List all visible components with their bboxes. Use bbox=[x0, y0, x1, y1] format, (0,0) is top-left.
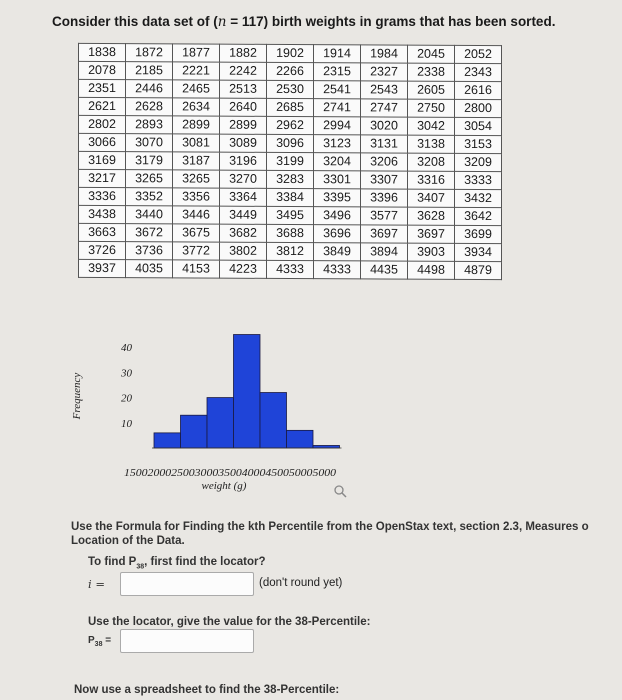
question-heading bbox=[52, 14, 555, 30]
percentile-question: Use the locator, give the value for the 38-Percentile: bbox=[88, 616, 371, 628]
table-cell: 2266 bbox=[267, 62, 314, 80]
table-cell: 1882 bbox=[220, 44, 267, 62]
table-row bbox=[79, 115, 502, 135]
table-cell: 3812 bbox=[267, 242, 314, 260]
histogram-bar bbox=[181, 415, 208, 448]
table-cell: 3042 bbox=[408, 117, 455, 135]
histogram-bar bbox=[234, 335, 261, 448]
table-cell: 3438 bbox=[79, 205, 126, 223]
table-cell: 3204 bbox=[314, 153, 361, 171]
table-row bbox=[79, 241, 502, 261]
table-cell: 1914 bbox=[314, 45, 361, 63]
table-cell: 3628 bbox=[408, 207, 455, 225]
table-cell: 3772 bbox=[173, 242, 220, 260]
table-row bbox=[79, 223, 502, 243]
table-cell: 3199 bbox=[267, 152, 314, 170]
table-cell: 2338 bbox=[408, 63, 455, 81]
x-tick-labels: 150020002500300035004000450050005000 bbox=[124, 468, 336, 479]
locator-variable: i = bbox=[88, 577, 105, 591]
histogram-bar bbox=[260, 393, 287, 448]
table-cell: 4879 bbox=[455, 261, 502, 279]
table-row bbox=[79, 61, 502, 81]
table-cell: 3020 bbox=[361, 117, 408, 135]
table-cell: 3903 bbox=[408, 243, 455, 261]
table-cell: 1877 bbox=[173, 44, 220, 62]
table-cell: 3937 bbox=[79, 259, 126, 277]
table-cell: 3301 bbox=[314, 171, 361, 189]
table-cell: 3934 bbox=[455, 243, 502, 261]
table-cell: 3217 bbox=[79, 169, 126, 187]
x-axis-label: weight (g) bbox=[201, 480, 247, 492]
table-cell: 3356 bbox=[173, 188, 220, 206]
heading-suffix: = 117) birth weights in grams that has been sorted. bbox=[226, 14, 556, 29]
table-cell: 3495 bbox=[267, 206, 314, 224]
table-cell: 2242 bbox=[220, 62, 267, 80]
table-cell: 3283 bbox=[267, 170, 314, 188]
table-cell: 2543 bbox=[361, 81, 408, 99]
table-cell: 3682 bbox=[220, 224, 267, 242]
table-row bbox=[79, 187, 502, 207]
table-cell: 2621 bbox=[79, 97, 126, 115]
table-cell: 3364 bbox=[220, 188, 267, 206]
table-cell: 2994 bbox=[314, 117, 361, 135]
table-cell: 3206 bbox=[361, 153, 408, 171]
spreadsheet-question: Now use a spreadsheet to find the 38-Percentile: bbox=[74, 684, 340, 696]
heading-n-symbol: n bbox=[217, 14, 227, 30]
table-cell: 3131 bbox=[361, 135, 408, 153]
table-cell: 2741 bbox=[314, 99, 361, 117]
table-cell: 1838 bbox=[79, 43, 126, 61]
table-cell: 2351 bbox=[79, 79, 126, 97]
table-cell: 3432 bbox=[455, 189, 502, 207]
percentile-var: P bbox=[88, 635, 95, 646]
table-cell: 2530 bbox=[267, 80, 314, 98]
table-cell: 2616 bbox=[455, 81, 502, 99]
table-cell: 3449 bbox=[220, 206, 267, 224]
table-cell: 3096 bbox=[267, 134, 314, 152]
table-cell: 3446 bbox=[173, 206, 220, 224]
table-cell: 3802 bbox=[220, 242, 267, 260]
table-cell: 3179 bbox=[126, 152, 173, 170]
table-cell: 3696 bbox=[314, 225, 361, 243]
percentile-var-sub: 38 bbox=[94, 641, 103, 648]
table-cell: 3054 bbox=[455, 117, 502, 135]
instructions-text: Use the Formula for Finding the kth Percentile from the OpenStax text, section 2.3, Measures o Location of the Data. bbox=[71, 521, 589, 547]
table-cell: 1984 bbox=[361, 45, 408, 63]
table-cell: 2343 bbox=[455, 63, 502, 81]
y-tick-label: 40 bbox=[121, 342, 132, 355]
locator-question bbox=[88, 556, 266, 570]
table-cell: 2513 bbox=[220, 80, 267, 98]
percentile-input[interactable] bbox=[120, 629, 254, 653]
table-cell: 3577 bbox=[361, 207, 408, 225]
table-cell: 4333 bbox=[314, 261, 361, 279]
histogram bbox=[66, 322, 366, 502]
table-cell: 4223 bbox=[220, 260, 267, 278]
table-cell: 3196 bbox=[220, 152, 267, 170]
table-cell: 3699 bbox=[455, 225, 502, 243]
table-cell: 4333 bbox=[267, 260, 314, 278]
table-cell: 3169 bbox=[79, 151, 126, 169]
table-cell: 3395 bbox=[314, 189, 361, 207]
table-cell: 3352 bbox=[126, 188, 173, 206]
table-cell: 3894 bbox=[361, 243, 408, 261]
table-cell: 2899 bbox=[173, 116, 220, 134]
table-cell: 2750 bbox=[408, 99, 455, 117]
table-cell: 3208 bbox=[408, 153, 455, 171]
birth-weight-table bbox=[78, 43, 502, 280]
table-cell: 3123 bbox=[314, 135, 361, 153]
table-cell: 3138 bbox=[408, 135, 455, 153]
histogram-bar bbox=[207, 398, 234, 448]
table-cell: 2185 bbox=[126, 62, 173, 80]
histogram-bar bbox=[154, 433, 181, 448]
histogram-bar bbox=[287, 430, 314, 448]
table-cell: 4035 bbox=[126, 260, 173, 278]
table-cell: 3187 bbox=[173, 152, 220, 170]
table-cell: 3265 bbox=[126, 170, 173, 188]
locator-label-sub: 38 bbox=[136, 563, 145, 571]
table-row bbox=[79, 151, 502, 171]
table-cell: 4153 bbox=[173, 260, 220, 278]
table-cell: 4498 bbox=[408, 261, 455, 279]
table-cell: 2315 bbox=[314, 63, 361, 81]
table-cell: 3316 bbox=[408, 171, 455, 189]
table-row bbox=[79, 169, 502, 189]
locator-hint: (don't round yet) bbox=[259, 577, 343, 589]
table-cell: 2800 bbox=[455, 99, 502, 117]
table-cell: 2628 bbox=[126, 98, 173, 116]
table-cell: 2327 bbox=[361, 63, 408, 81]
table-cell: 1872 bbox=[126, 44, 173, 62]
table-row bbox=[79, 205, 502, 225]
table-cell: 3736 bbox=[126, 242, 173, 260]
table-row bbox=[79, 133, 502, 153]
table-cell: 3070 bbox=[126, 134, 173, 152]
table-cell: 3726 bbox=[79, 241, 126, 259]
table-row bbox=[79, 43, 502, 63]
table-cell: 2634 bbox=[173, 98, 220, 116]
table-cell: 3396 bbox=[361, 189, 408, 207]
table-cell: 3336 bbox=[79, 187, 126, 205]
table-cell: 3066 bbox=[79, 133, 126, 151]
table-cell: 2962 bbox=[267, 116, 314, 134]
table-cell: 2605 bbox=[408, 81, 455, 99]
table-row bbox=[79, 79, 502, 99]
locator-input[interactable] bbox=[120, 572, 254, 596]
y-tick-label: 10 bbox=[121, 417, 132, 430]
table-cell: 3307 bbox=[361, 171, 408, 189]
table-cell: 2893 bbox=[126, 116, 173, 134]
y-tick-label: 20 bbox=[121, 392, 132, 405]
table-cell: 3265 bbox=[173, 170, 220, 188]
table-cell: 2052 bbox=[455, 45, 502, 63]
table-cell: 2899 bbox=[220, 116, 267, 134]
zoom-icon[interactable] bbox=[333, 484, 347, 498]
table-cell: 2802 bbox=[79, 115, 126, 133]
table-cell: 3688 bbox=[267, 224, 314, 242]
table-cell: 3407 bbox=[408, 189, 455, 207]
table-cell: 3672 bbox=[126, 224, 173, 242]
table-cell: 2221 bbox=[173, 62, 220, 80]
table-cell: 3697 bbox=[408, 225, 455, 243]
table-cell: 3663 bbox=[79, 223, 126, 241]
y-tick-label: 30 bbox=[121, 367, 132, 380]
table-cell: 3333 bbox=[455, 171, 502, 189]
table-row bbox=[79, 97, 502, 117]
y-axis-label: Frequency bbox=[71, 372, 83, 420]
table-cell: 2541 bbox=[314, 81, 361, 99]
table-cell: 3849 bbox=[314, 243, 361, 261]
heading-prefix: Consider this data set of ( bbox=[52, 14, 218, 29]
table-cell: 3089 bbox=[220, 134, 267, 152]
table-cell: 3270 bbox=[220, 170, 267, 188]
locator-label-b: , first find the locator? bbox=[144, 556, 266, 568]
table-cell: 3697 bbox=[361, 225, 408, 243]
table-cell: 1902 bbox=[267, 44, 314, 62]
table-cell: 2747 bbox=[361, 99, 408, 117]
table-cell: 2685 bbox=[267, 98, 314, 116]
table-cell: 4435 bbox=[361, 261, 408, 279]
percentile-variable bbox=[88, 635, 111, 648]
table-cell: 3496 bbox=[314, 207, 361, 225]
histogram-svg bbox=[66, 322, 366, 502]
table-cell: 2446 bbox=[126, 80, 173, 98]
locator-label-a: To find P bbox=[88, 556, 137, 568]
percentile-var-eq: = bbox=[102, 635, 112, 646]
table-cell: 2078 bbox=[79, 61, 126, 79]
table-cell: 2045 bbox=[408, 45, 455, 63]
table-cell: 2465 bbox=[173, 80, 220, 98]
table-row bbox=[79, 259, 502, 279]
table-cell: 3675 bbox=[173, 224, 220, 242]
table-cell: 3081 bbox=[173, 134, 220, 152]
table-cell: 3209 bbox=[455, 153, 502, 171]
table-cell: 3440 bbox=[126, 206, 173, 224]
table-cell: 3153 bbox=[455, 135, 502, 153]
table-cell: 3642 bbox=[455, 207, 502, 225]
table-cell: 2640 bbox=[220, 98, 267, 116]
table-cell: 3384 bbox=[267, 188, 314, 206]
